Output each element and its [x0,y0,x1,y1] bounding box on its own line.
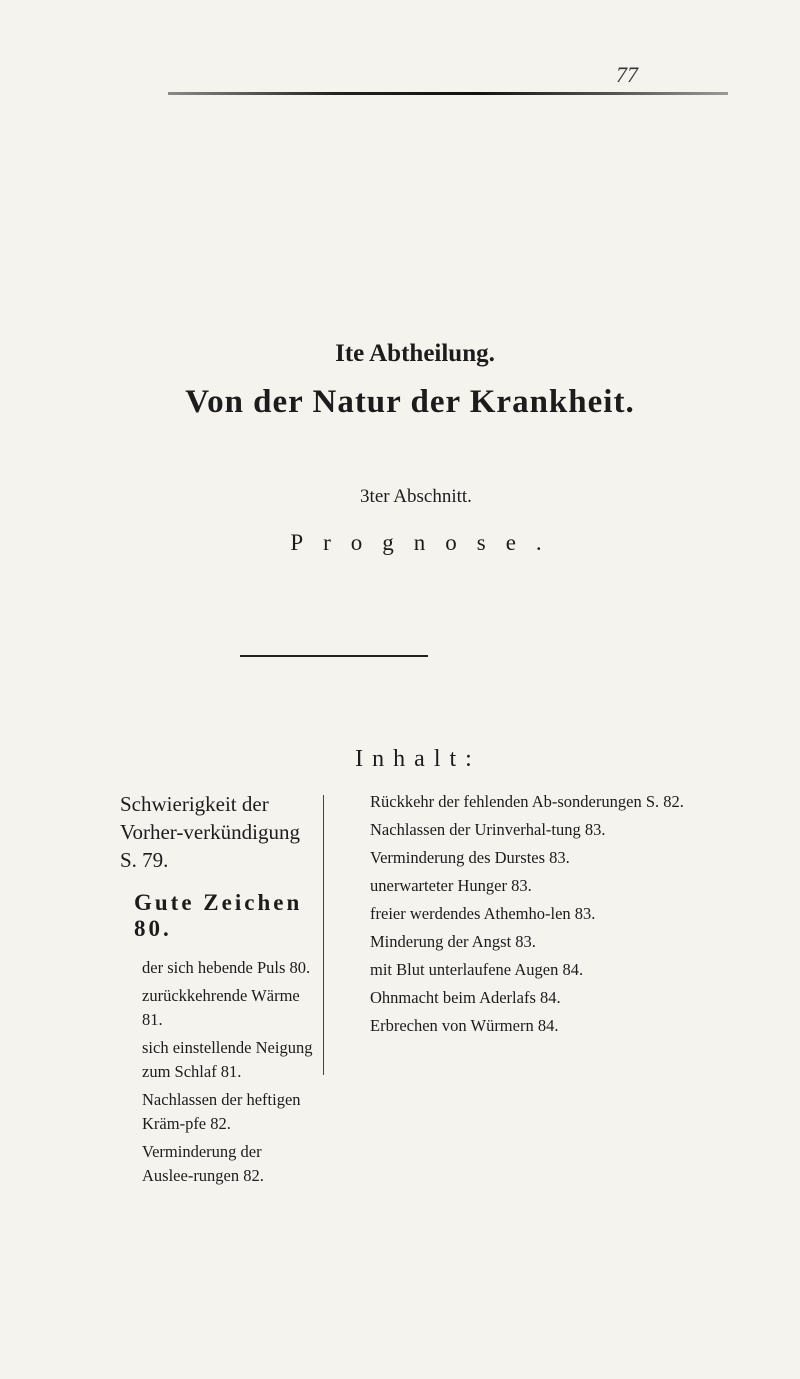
section-heading: 3ter Abschnitt. [360,486,472,507]
contents-entry: Verminderung der Auslee-rungen 82. [142,1142,264,1185]
chapter-title: Von der Natur der Krankheit. [185,384,635,420]
division-heading: Ite Abtheilung. [335,340,495,367]
contents-subheading: Gute Zeichen 80. [134,890,303,941]
contents-entry: zurückkehrende Wärme 81. [142,986,300,1029]
column-divider [323,795,324,1075]
contents-entry: Erbrechen von Würmern 84. [370,1016,559,1035]
contents-entry: freier werdendes Athemho-len 83. [370,904,596,923]
contents-entry: Minderung der Angst 83. [370,932,536,951]
contents-entry: Ohnmacht beim Aderlafs 84. [370,988,561,1007]
contents-left-column [120,790,320,1192]
contents-entry: unerwarteter Hunger 83. [370,876,532,895]
subject-heading: Prognose. [290,530,562,555]
contents-entry: mit Blut unterlaufene Augen 84. [370,960,584,979]
contents-entry: Nachlassen der heftigen Kräm-pfe 82. [142,1090,301,1133]
contents-entry: Rückkehr der fehlenden Ab-sonderungen S. 82. [370,792,684,811]
contents-entry: Nachlassen der Urinverhal-tung 83. [370,820,606,839]
contents-entry: Verminderung des Durstes 83. [370,848,570,867]
top-rule [168,92,728,95]
contents-entry: Schwierigkeit der Vorher-verkündigung S. 79. [120,792,300,872]
contents-right-column [370,790,730,1042]
contents-entry: sich einstellende Neigung zum Schlaf 81. [142,1038,313,1081]
contents-entry: der sich hebende Puls 80. [142,958,311,977]
contents-heading: Inhalt: [355,746,481,772]
separator-rule [240,655,428,657]
page-number: 77 [616,62,638,87]
